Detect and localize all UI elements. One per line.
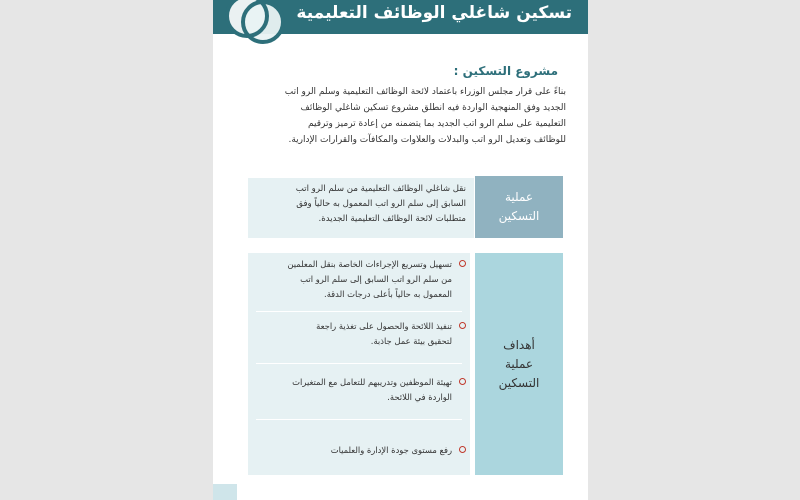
goal-line: تسهيل وتسريع الإجراءات الخاصة بنقل المعلمين <box>287 259 452 269</box>
bullet-icon <box>459 378 466 385</box>
intro-line: بناءً على قرار مجلس الوزراء باعتماد لائحة الوظائف التعليمية وسلم الرو اتب <box>284 87 566 97</box>
goals-label <box>475 253 563 475</box>
goal-line: المعمول به حالياً بأعلى درجات الدقة. <box>324 289 452 299</box>
page-title: تسكين شاغلي الوظائف التعليمية <box>296 3 572 23</box>
divider <box>256 419 462 420</box>
bullet-icon <box>459 260 466 267</box>
goals-list <box>248 253 470 475</box>
goal-line: تنفيذ اللائحة والحصول على تغذية راجعة <box>316 321 452 331</box>
goals-label-line: عملية <box>504 356 534 371</box>
document-page <box>213 0 588 500</box>
logo-icon <box>223 0 287 50</box>
process-label-line: عملية <box>504 190 534 204</box>
goal-line: الواردة في اللائحة. <box>387 392 452 402</box>
goals-label-line: التسكين <box>498 375 540 390</box>
intro-line: التعليمية على سلم الرو اتب الجديد بما يتضمنه من إعادة ترميز وترقيم <box>308 119 566 129</box>
header-banner <box>213 0 588 34</box>
intro-paragraph <box>236 84 566 148</box>
intro-line: للوظائف وتعديل الرو اتب والبدلات والعلاوات والمكافآت والقرارات الإدارية. <box>288 135 566 145</box>
process-label <box>475 176 563 238</box>
goal-item <box>256 375 466 405</box>
process-description <box>248 178 474 238</box>
goal-item <box>256 319 466 349</box>
goal-item <box>256 257 466 302</box>
process-line: نقل شاغلي الوظائف التعليمية من سلم الرو اتب <box>295 184 466 194</box>
goal-line: من سلم الرو اتب السابق إلى سلم الرو اتب <box>300 274 452 284</box>
bullet-icon <box>459 446 466 453</box>
bullet-icon <box>459 322 466 329</box>
divider <box>256 363 462 364</box>
goal-line: رفع مستوى جودة الإدارة والعلميات <box>330 445 452 455</box>
section-title: مشروع التسكين : <box>453 64 558 78</box>
goals-label-line: أهداف <box>503 337 535 352</box>
goal-item <box>256 443 466 458</box>
intro-line: الجديد وفق المنهجية الواردة فيه انطلق مشروع تسكين شاغلي الوظائف <box>300 103 566 113</box>
divider <box>256 311 462 312</box>
process-line: متطلبات لائحة الوظائف التعليمية الجديدة. <box>318 214 466 224</box>
goal-line: لتحقيق بيئة عمل جاذبة. <box>370 336 452 346</box>
page-corner-strip <box>213 484 237 500</box>
process-label-line: التسكين <box>498 209 540 223</box>
process-line: السابق إلى سلم الرو اتب المعمول به حالياً وفق <box>296 199 466 209</box>
goal-line: تهيئة الموظفين وتدريبهم للتعامل مع المتغيرات <box>292 377 452 387</box>
